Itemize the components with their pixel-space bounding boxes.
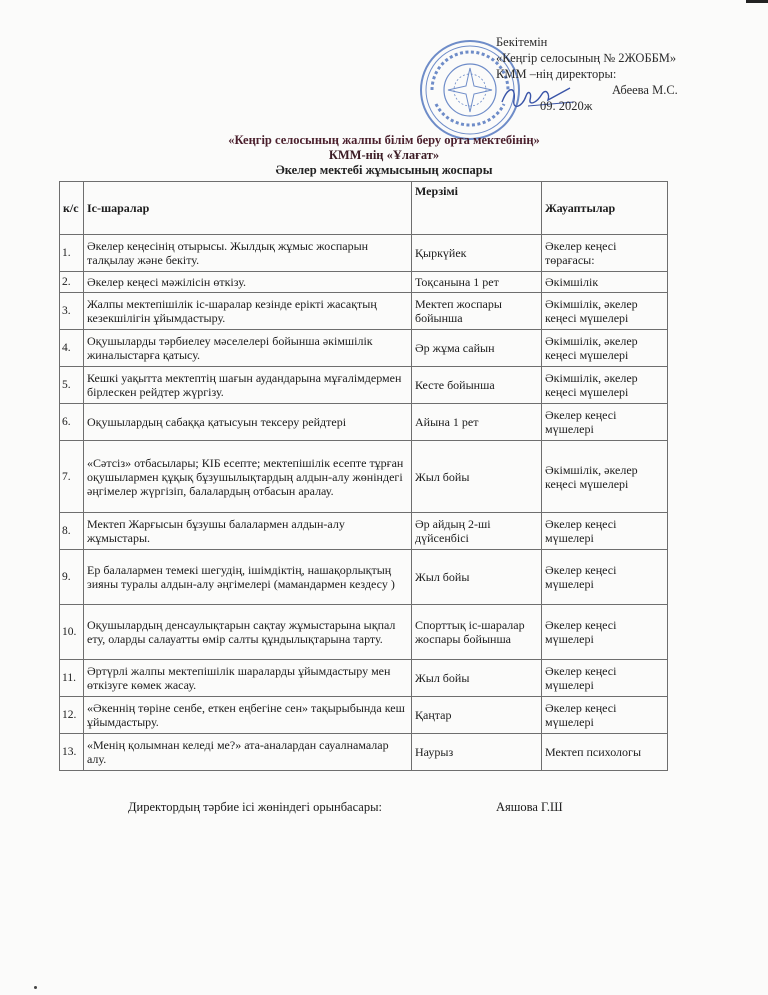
row-deadline: Мектеп жоспары бойынша (412, 293, 542, 330)
row-event: Оқушылардың денсаулықтарын сақтау жұмыстарына ықпал ету, оларды салауатты өмір салты құндылықтарына тарту. (84, 605, 412, 660)
row-event: «Әкеннің төріне сенбе, еткен еңбегіне сен» тақырыбында кеш ұйымдастыру. (84, 697, 412, 734)
row-deadline: Спорттық іс-шаралар жоспары бойынша (412, 605, 542, 660)
table-header-row (60, 182, 668, 235)
row-num: 4. (60, 330, 84, 367)
row-deadline: Әр айдың 2-ші дүйсенбісі (412, 513, 542, 550)
approval-block (496, 34, 676, 114)
row-num: 1. (60, 235, 84, 272)
row-event: Оқушылардың сабаққа қатысуын тексеру рейдтері (84, 404, 412, 441)
row-deadline: Айына 1 рет (412, 404, 542, 441)
row-responsible: Әкелер кеңесі мүшелері (542, 605, 668, 660)
table-row (60, 660, 668, 697)
table-row (60, 272, 668, 293)
document-title-line-2: КММ-нің «Ұлағат» (328, 148, 440, 162)
table-row (60, 293, 668, 330)
footer-position: Директордың тәрбие ісі жөніндегі орынбасары: (128, 800, 382, 814)
row-deadline: Наурыз (412, 734, 542, 771)
row-deadline: Қаңтар (412, 697, 542, 734)
row-responsible: Әкелер кеңесі мүшелері (542, 697, 668, 734)
row-event: «Сәтсіз» отбасылары; КІБ есепте; мектепішілік есепте тұрған оқушылармен құқық бұзушылықтардың алдын-алу жөніндегі әңгімелер жүргізіп, балалардың отбасын аралау. (84, 441, 412, 513)
header-responsible: Жауаптылар (542, 182, 668, 235)
approval-line-1: Бекітемін (496, 35, 548, 49)
row-deadline: Тоқсанына 1 рет (412, 272, 542, 293)
row-num: 8. (60, 513, 84, 550)
approval-director: КММ –нің директоры: (496, 67, 617, 81)
row-num: 5. (60, 367, 84, 404)
table-row (60, 513, 668, 550)
approval-name-line (496, 82, 676, 98)
row-responsible: Әкелер кеңесі мүшелері (542, 550, 668, 605)
table-row (60, 605, 668, 660)
row-event: Ер балалармен темекі шегудің, ішімдіктің, нашақорлықтың зияны туралы алдын-алу әңгімелері (мамандармен кездесу ) (84, 550, 412, 605)
document-title-line-3: Әкелер мектебі жұмысының жоспары (275, 163, 493, 177)
row-event: «Менің қолымнан келеді ме?» ата-аналардан сауалнамалар алу. (84, 734, 412, 771)
row-num: 13. (60, 734, 84, 771)
table-row (60, 235, 668, 272)
table-row (60, 697, 668, 734)
approval-date: 09. 2020ж (540, 99, 593, 113)
row-num: 10. (60, 605, 84, 660)
row-deadline: Жыл бойы (412, 660, 542, 697)
table-row (60, 550, 668, 605)
row-responsible: Әкелер кеңесі мүшелері (542, 660, 668, 697)
row-event: Мектеп Жарғысын бұзушы балалармен алдын-алу жұмыстары. (84, 513, 412, 550)
row-event: Жалпы мектепішілік іс-шаралар кезінде ерікті жасақтың кезекшілігін ұйымдастыру. (84, 293, 412, 330)
row-responsible: Әкелер кеңесі мүшелері (542, 513, 668, 550)
row-num: 3. (60, 293, 84, 330)
scan-dot (34, 986, 37, 989)
row-responsible: Әкімшілік, әкелер кеңесі мүшелері (542, 330, 668, 367)
row-deadline: Кесте бойынша (412, 367, 542, 404)
header-deadline: Мерзімі (412, 182, 542, 235)
row-deadline: Әр жұма сайын (412, 330, 542, 367)
row-event: Әкелер кеңесі мәжілісін өткізу. (84, 272, 412, 293)
row-num: 6. (60, 404, 84, 441)
row-responsible: Әкімшілік, әкелер кеңесі мүшелері (542, 293, 668, 330)
row-responsible: Әкелер кеңесі мүшелері (542, 404, 668, 441)
row-num: 12. (60, 697, 84, 734)
director-name: Абеева М.С. (612, 83, 678, 97)
row-event: Әкелер кеңесінің отырысы. Жылдық жұмыс жоспарын талқылау және бекіту. (84, 235, 412, 272)
row-event: Әртүрлі жалпы мектепішілік шараларды ұйымдастыру мен өткізуге көмек жасау. (84, 660, 412, 697)
header-event: Іс-шаралар (84, 182, 412, 235)
row-num: 2. (60, 272, 84, 293)
row-event: Оқушыларды тәрбиелеу мәселелері бойынша әкімшілік жиналыстарға қатысу. (84, 330, 412, 367)
header-num: к/с (60, 182, 84, 235)
row-event: Кешкі уақытта мектептің шағын аудандарына мұғалімдермен бірлескен рейдтер жүргізу. (84, 367, 412, 404)
table-row (60, 367, 668, 404)
row-responsible: Мектеп психологы (542, 734, 668, 771)
row-deadline: Жыл бойы (412, 441, 542, 513)
row-deadline: Жыл бойы (412, 550, 542, 605)
plan-table (59, 181, 668, 771)
row-responsible: Әкелер кеңесі төрағасы: (542, 235, 668, 272)
row-responsible: Әкімшілік (542, 272, 668, 293)
row-responsible: Әкімшілік, әкелер кеңесі мүшелері (542, 367, 668, 404)
row-num: 11. (60, 660, 84, 697)
table-row (60, 441, 668, 513)
row-responsible: Әкімшілік, әкелер кеңесі мүшелері (542, 441, 668, 513)
row-deadline: Қыркүйек (412, 235, 542, 272)
document-title-line-1: «Кеңгір селосының жалпы білім беру орта мектебінің» (228, 133, 540, 147)
row-num: 7. (60, 441, 84, 513)
table-row (60, 404, 668, 441)
table-row (60, 734, 668, 771)
table-row (60, 330, 668, 367)
row-num: 9. (60, 550, 84, 605)
footer-name: Аяшова Г.Ш (496, 800, 563, 814)
scan-corner-mark (746, 0, 768, 3)
approval-school: «Кеңгір селосының № 2ЖОББМ» (496, 51, 677, 65)
